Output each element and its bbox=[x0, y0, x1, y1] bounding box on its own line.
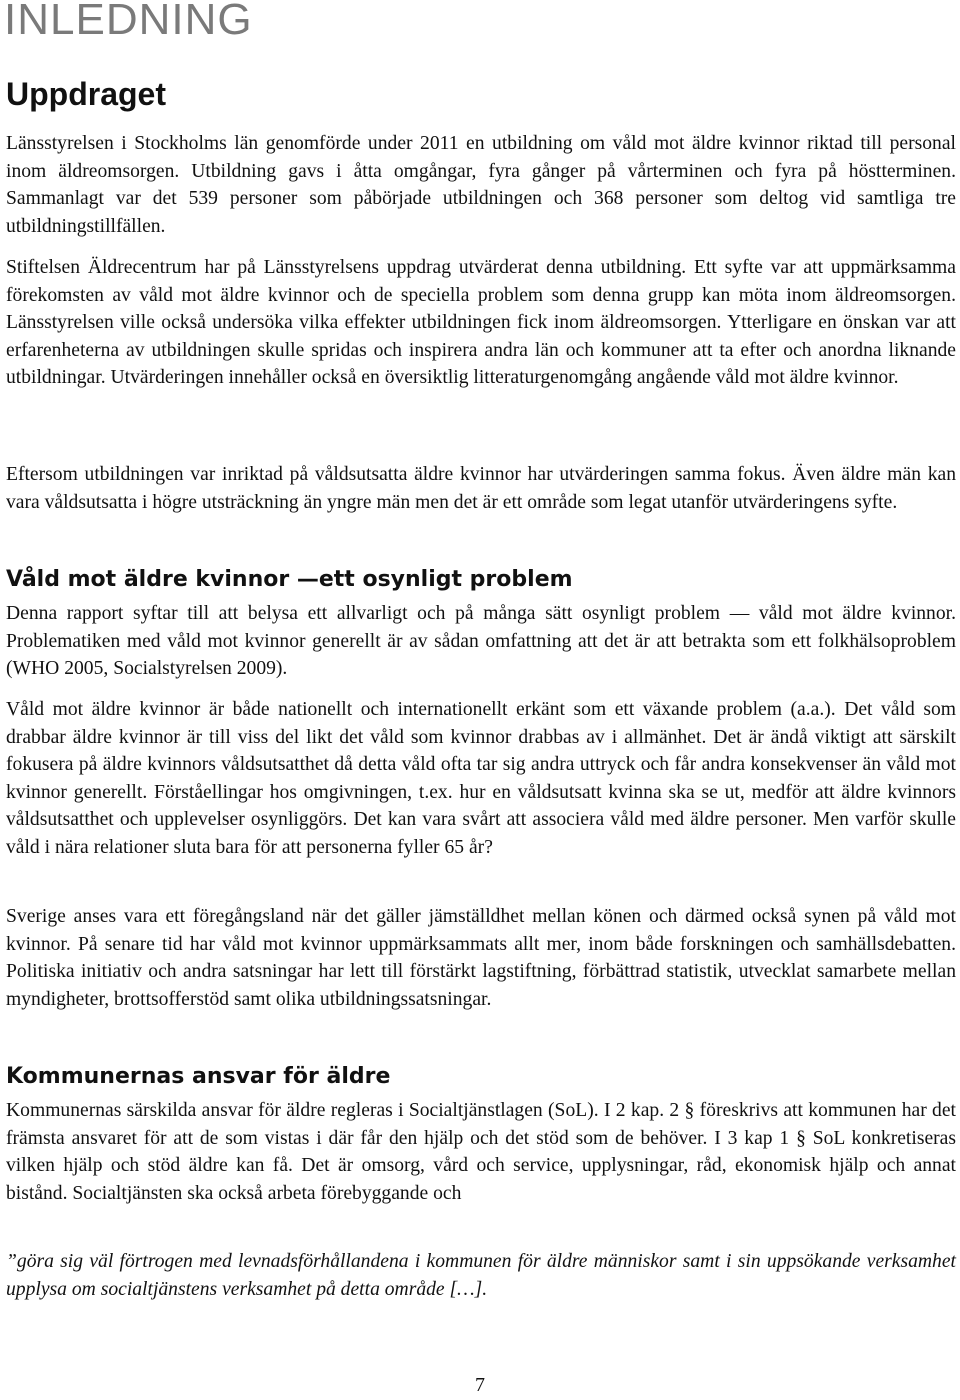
quote-sol: ”göra sig väl förtrogen med levnadsförhållandena i kommunen för äldre människor samt i sin uppsökande verksamhet upplysa om socialtjänstens verksamhet på detta område […]. bbox=[6, 1251, 956, 1300]
chapter-heading: INLEDNING bbox=[4, 0, 253, 44]
section-title-kommun: Kommunernas ansvar för äldre bbox=[6, 1064, 391, 1089]
paragraph-uppdraget-3: Eftersom utbildningen var inriktad på våldsutsatta äldre kvinnor har utvärderingen samma fokus. Även äldre män kan vara våldsutsatta i högre utsträckning än yngre män men det är ett område som legat utanför utvärderingens syfte. bbox=[6, 464, 956, 513]
page-number: 7 bbox=[475, 1374, 485, 1396]
section-title-vald: Våld mot äldre kvinnor —ett osynligt problem bbox=[6, 567, 573, 592]
paragraph-kommun-1: Kommunernas särskilda ansvar för äldre regleras i Socialtjänstlagen (SoL). I 2 kap. 2 § föreskrivs att kommunen har det främsta ansvaret för att de som vistas i där får den hjälp och det stöd som de behöver. I 3 kap 1 § SoL konkretiseras vilken hjälp och stöd äldre kan få. Det är omsorg, vård och service, upplysningar, råd, ekonomisk hjälp och annat bistånd. Socialtjänsten ska också arbeta förebyggande och bbox=[6, 1100, 956, 1204]
paragraph-vald-2: Våld mot äldre kvinnor är både nationellt och internationellt erkänt som ett växande problem (a.a.). Det våld som drabbar äldre kvinnor är till viss del likt det våld som kvinnor drabbas av i allmänhet. Det är ändå viktigt att särskilt fokusera på äldre kvinnors våldsutsatthet då detta våld ofta tar sig andra uttryck och får andra konsekvenser än våld mot kvinnor generellt. Förståellingar hos omgivningen, t.ex. hur en våldsutsatt kvinna ska se ut, medför att äldre kvinnors våldsutsatthet och upplevelser osynliggörs. Det kan vara svårt att associera våld med äldre personer. Men varför skulle våld i nära relationer sluta bara för att personerna fyller 65 år? bbox=[6, 699, 956, 858]
paragraph-vald-3: Sverige anses vara ett föregångsland när det gäller jämställdhet mellan könen och därmed också synen på våld mot kvinnor. På senare tid har våld mot kvinnor uppmärksammats allt mer, inom både forskningen och samhällsdebatten. Politiska initiativ och andra satsningar har lett till förstärkt lagstiftning, förbättrad statistik, utvecklat samarbete mellan myndigheter, brottsofferstöd samt olika utbildningssatsningar. bbox=[6, 906, 956, 1010]
paragraph-vald-1: Denna rapport syftar till att belysa ett allvarligt och på många sätt osynligt problem — våld mot äldre kvinnor. Problematiken med våld mot kvinnor generellt är av sådan omfattning att det är att betrakta som ett folkhälsoproblem (WHO 2005, Socialstyrelsen 2009). bbox=[6, 603, 956, 680]
paragraph-uppdraget-1: Länsstyrelsen i Stockholms län genomförde under 2011 en utbildning om våld mot äldre kvinnor riktad till personal inom äldreomsorgen. Utbildning gavs i åtta omgångar, fyra gånger på vårterminen och fyra på höstterminen. Sammanlagt var det 539 personer som påbörjade utbildningen och 368 personer som deltog vid samtliga tre utbildningstillfällen. bbox=[6, 133, 956, 237]
section-title-uppdraget: Uppdraget bbox=[6, 76, 166, 112]
paragraph-uppdraget-2: Stiftelsen Äldrecentrum har på Länsstyrelsens uppdrag utvärderat denna utbildning. Ett syfte var att uppmärksamma förekomsten av våld mot äldre kvinnor och de speciella problem som denna grupp kan möta inom äldreomsorgen. Länsstyrelsen ville också undersöka vilka effekter utbildningen fick inom äldreomsorgen. Ytterligare en önskan var att erfarenheterna av utbildningen skulle spridas och inspirera andra län och kommuner att ta efter och anordna liknande utbildningar. Utvärderingen innehåller också en översiktlig litteraturgenomgång angående våld mot äldre kvinnor. bbox=[6, 257, 956, 389]
